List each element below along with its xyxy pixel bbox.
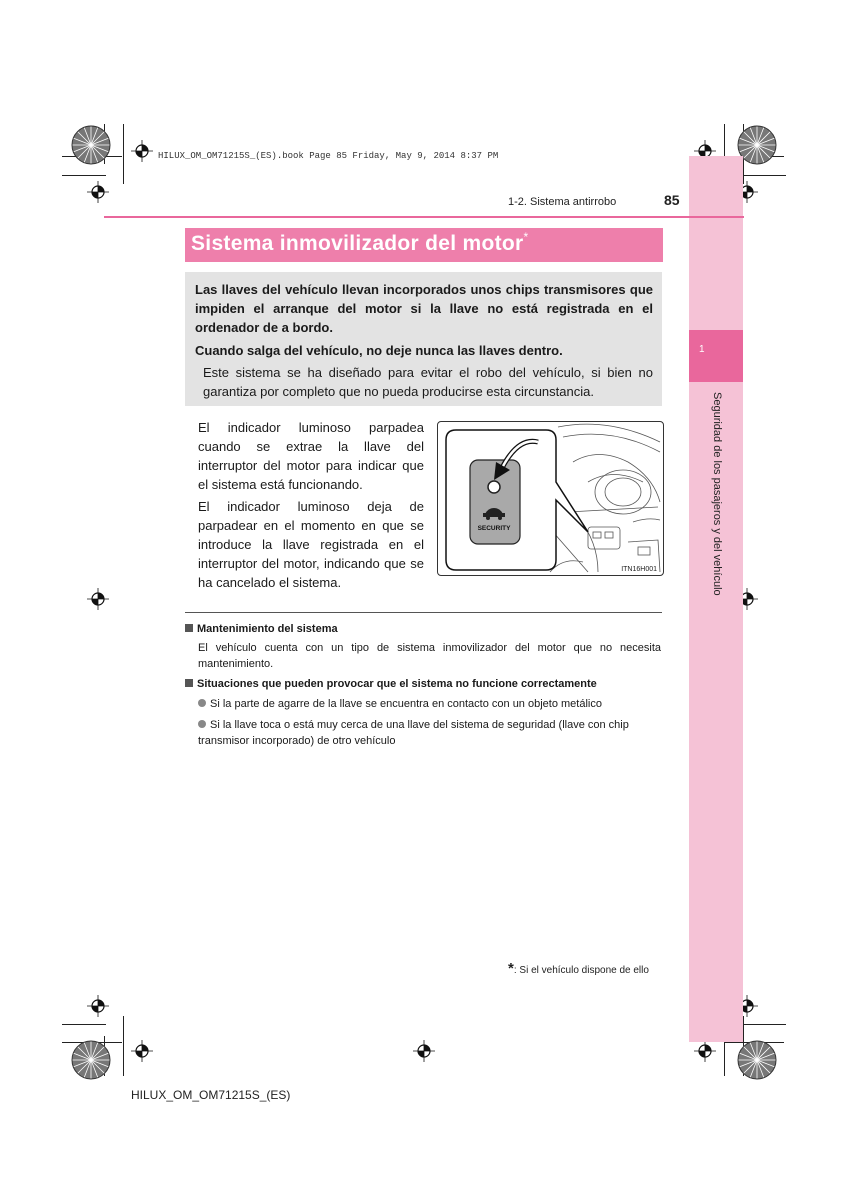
chapter-tab[interactable] — [689, 330, 743, 382]
warning-normal-text: Este sistema se ha diseñado para evitar el robo del vehículo, si bien no garantiza por completo que no pueda producirse esta circunstancia. — [203, 365, 653, 399]
section-separator — [185, 612, 662, 613]
registration-target-icon — [87, 995, 109, 1017]
dashboard-drawing — [438, 422, 663, 575]
registration-starburst-icon — [737, 1040, 777, 1080]
file-stamp: HILUX_OM_OM71215S_(ES).book Page 85 Friday, May 9, 2014 8:37 PM — [158, 151, 499, 161]
registration-target-icon — [413, 1040, 435, 1062]
square-bullet-icon — [185, 624, 193, 632]
footnote-marker: * — [508, 960, 514, 977]
registration-target-icon — [87, 181, 109, 203]
page-number: 85 — [664, 192, 680, 208]
section-heading-text: Situaciones que pueden provocar que el sistema no funcione correctamente — [197, 678, 597, 690]
page-title-text: Sistema inmovilizador del motor — [191, 232, 524, 255]
page-title — [191, 232, 529, 256]
footnote — [508, 960, 649, 977]
registration-starburst-icon — [71, 1040, 111, 1080]
illustration-code: ITN16H001 — [621, 566, 657, 573]
chapter-number: 1 — [699, 344, 705, 355]
body-paragraph-1: El indicador luminoso parpadea cuando se extrae la llave del interruptor del motor para indicar que el sistema está funcionando. — [198, 420, 424, 492]
registration-starburst-icon — [71, 125, 111, 165]
section-text-maintenance: El vehículo cuenta con un tipo de sistema inmovilizador del motor que no necesita mantenimiento. — [198, 642, 661, 670]
section-heading-text: Mantenimiento del sistema — [197, 623, 338, 635]
registration-target-icon — [87, 588, 109, 610]
round-bullet-icon — [198, 720, 206, 728]
title-asterisk: * — [523, 230, 529, 244]
list-item — [198, 717, 662, 749]
header-rule — [104, 216, 744, 218]
document-code: HILUX_OM_OM71215S_(ES) — [131, 1088, 291, 1102]
list-item — [198, 696, 662, 712]
security-indicator-illustration — [437, 421, 664, 576]
registration-target-icon — [131, 1040, 153, 1062]
warning-box — [185, 272, 662, 406]
list-item-text: Si la llave toca o está muy cerca de una llave del sistema de seguridad (llave con chip transmisor incorporado) de otro vehículo — [198, 719, 629, 747]
footnote-text: : Si el vehículo dispone de ello — [513, 965, 649, 976]
body-paragraph-2: El indicador luminoso deja de parpadear en el momento en que se introduce la llave registrada en el interruptor del motor, indicando que se ha cancelado el sistema. — [198, 499, 424, 590]
registration-target-icon — [694, 1040, 716, 1062]
square-bullet-icon — [185, 679, 193, 687]
section-heading-malfunction — [185, 678, 597, 690]
warning-bold-text-2: Cuando salga del vehículo, no deje nunca las llaves dentro. — [195, 343, 563, 358]
page-title-bar — [185, 228, 663, 262]
round-bullet-icon — [198, 699, 206, 707]
registration-target-icon — [131, 140, 153, 162]
warning-bold-text-1: Las llaves del vehículo llevan incorporados unos chips transmisores que impiden el arranque del motor si la llave no está registrada en el ordenador de a bordo. — [195, 282, 653, 335]
security-button-label: SECURITY — [477, 525, 511, 532]
registration-starburst-icon — [737, 125, 777, 165]
section-breadcrumb: 1-2. Sistema antirrobo — [508, 196, 617, 208]
list-item-text: Si la parte de agarre de la llave se encuentra en contacto con un objeto metálico — [210, 698, 602, 710]
chapter-title: Seguridad de los pasajeros y del vehículo — [711, 392, 723, 596]
section-heading-maintenance — [185, 623, 338, 635]
